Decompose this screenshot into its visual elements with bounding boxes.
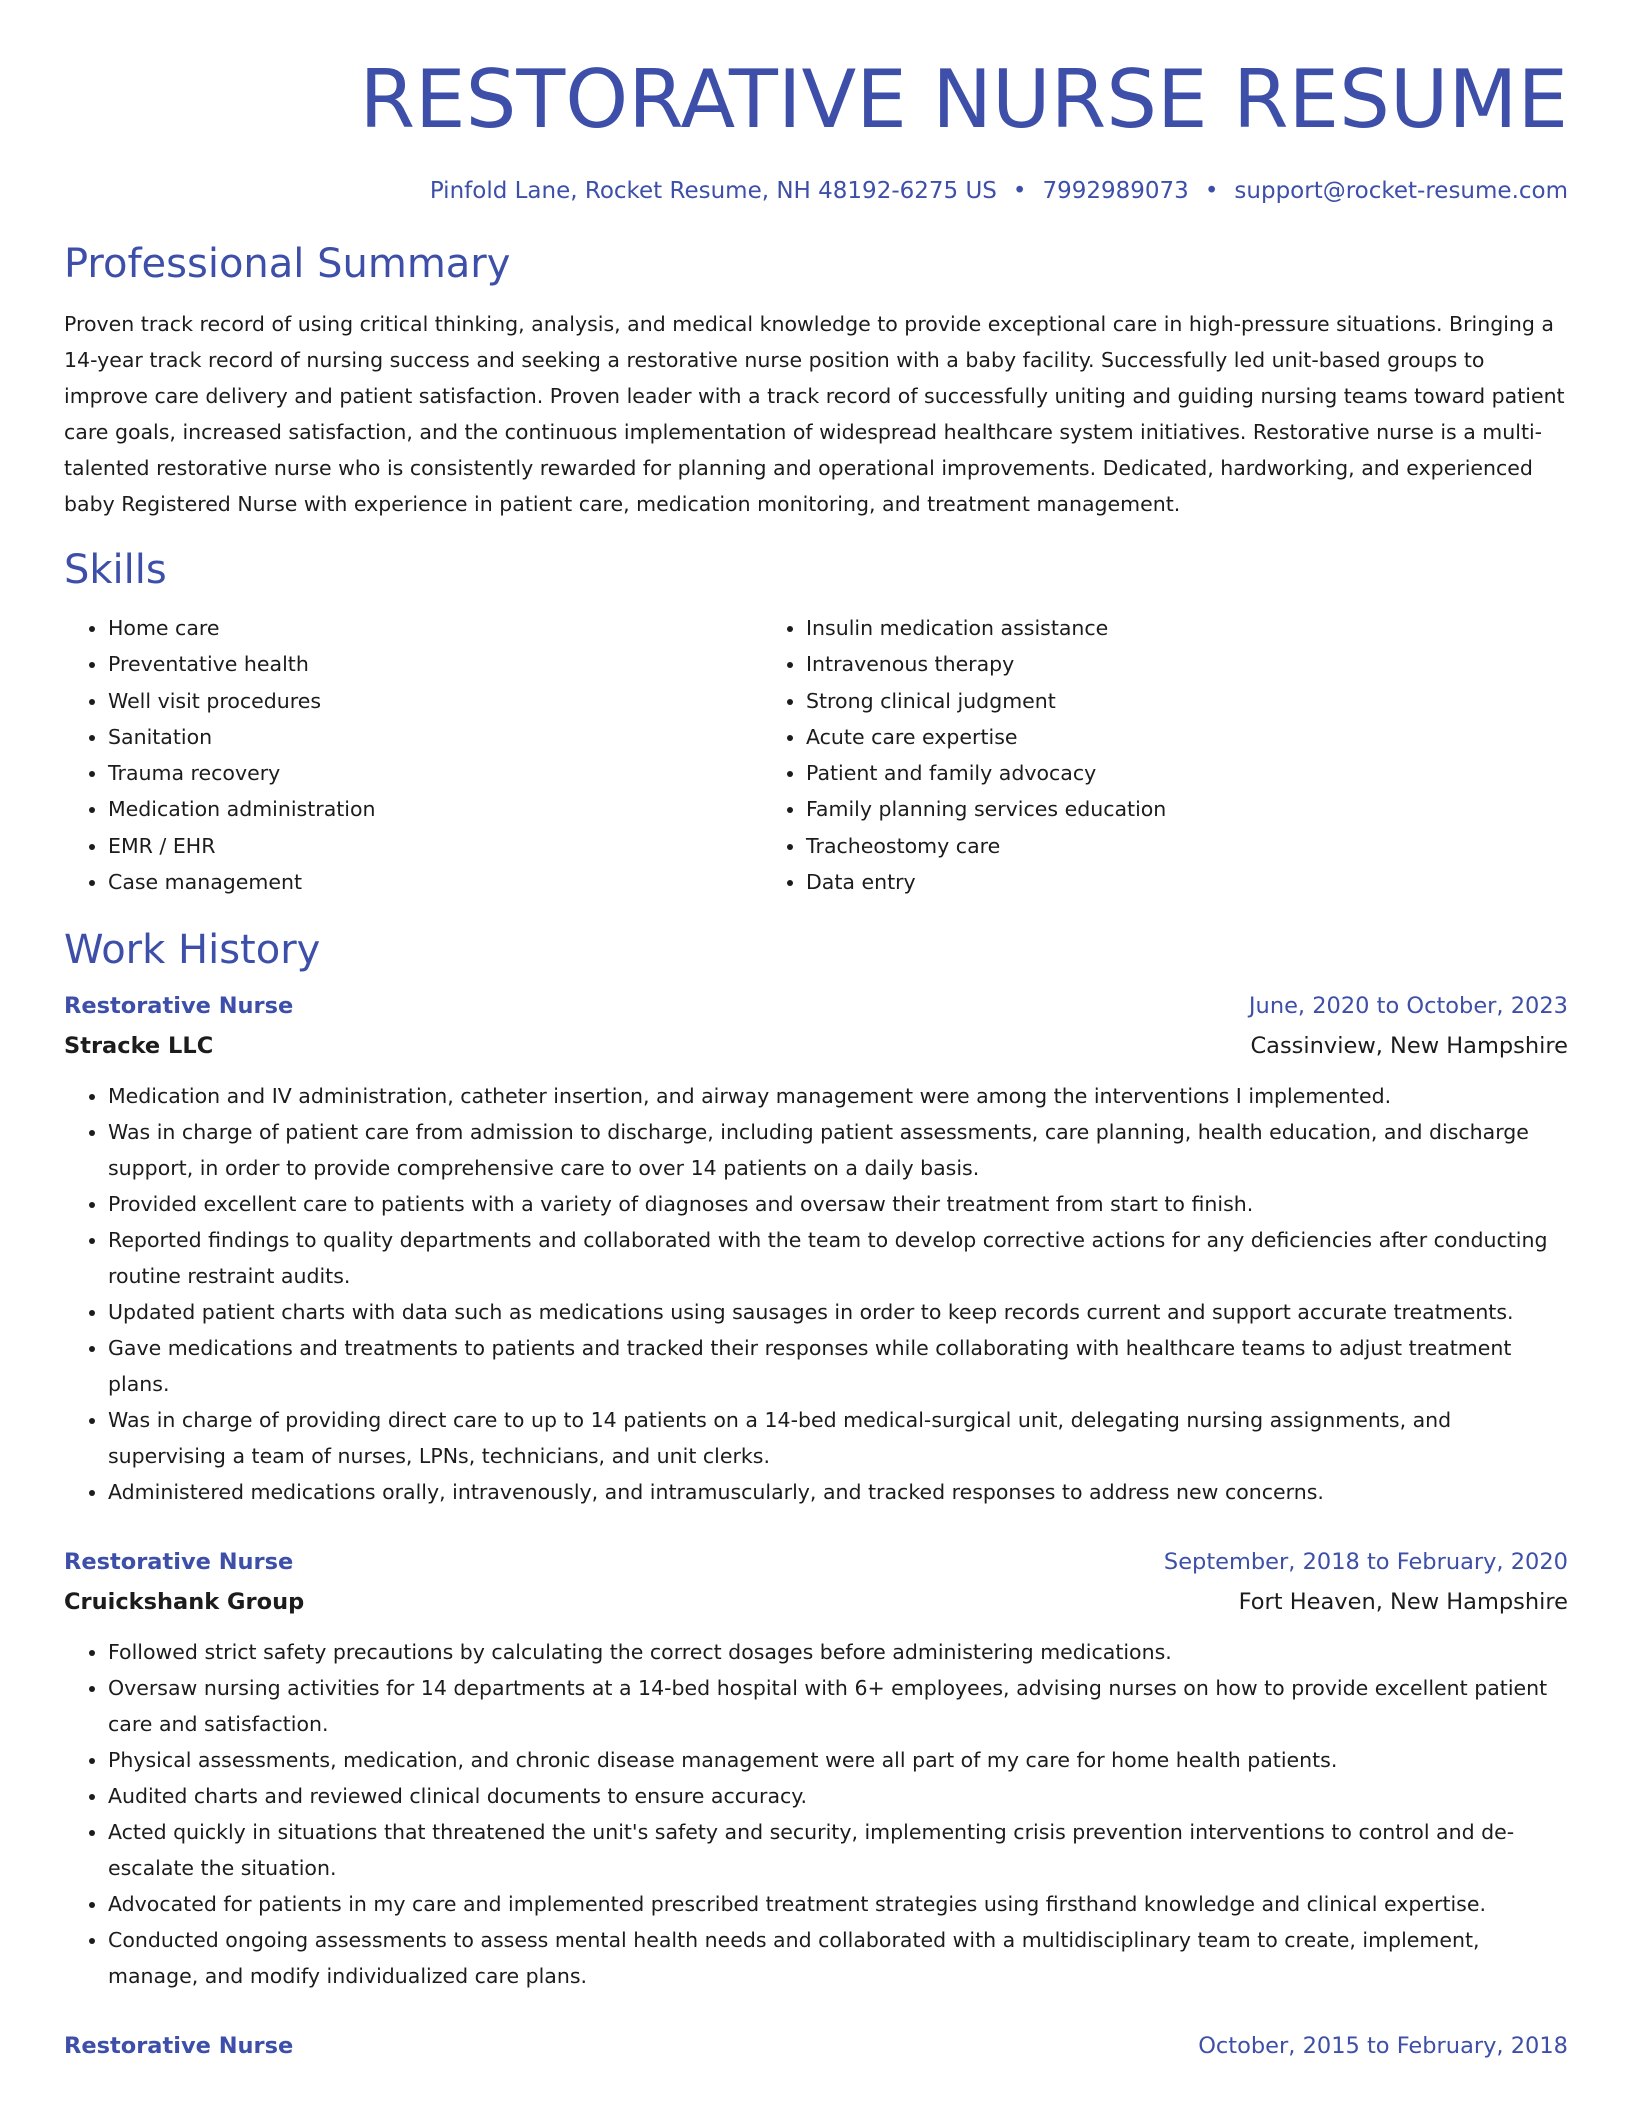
job-entry: [64, 2028, 1568, 2064]
skills-list-left: [64, 610, 762, 900]
skills-grid: [64, 610, 1568, 900]
resume-title: RESTORATIVE NURSE RESUME: [359, 53, 1568, 146]
contact-email[interactable]: support@rocket-resume.com: [1234, 178, 1568, 204]
contact-address: Pinfold Lane, Rocket Resume, NH 48192-6275 US: [429, 178, 997, 204]
summary-heading: Professional Summary: [64, 241, 511, 287]
job-location: Fort Heaven, New Hampshire: [1238, 1589, 1568, 1616]
skill-item: • Sanitation: [108, 719, 762, 755]
work-history-heading: Work History: [64, 927, 321, 974]
job-bullet: • Advocated for patients in my care and implemented prescribed treatment strategies using firsthand knowledge and clinical expertise.: [108, 1886, 1568, 1922]
job-entry: [64, 988, 1568, 1510]
job-company: Stracke LLC: [64, 1033, 214, 1060]
job-location: Cassinview, New Hampshire: [1250, 1033, 1568, 1060]
skill-item: • Strong clinical judgment: [806, 683, 1460, 719]
job-bullet: • Was in charge of patient care from admission to discharge, including patient assessments, care planning, health education, and discharge support, in order to provide comprehensive care to over 14 patients on a daily basis.: [108, 1114, 1568, 1186]
contact-separator: •: [1012, 178, 1027, 204]
job-bullet: • Was in charge of providing direct care to up to 14 patients on a 14-bed medical-surgical unit, delegating nursing assignments, and supervising a team of nurses, LPNs, technicians, and unit clerks.: [108, 1402, 1568, 1474]
job-bullet: • Followed strict safety precautions by calculating the correct dosages before administering medications.: [108, 1634, 1568, 1670]
job-bullet: • Provided excellent care to patients with a variety of diagnoses and oversaw their treatment from start to finish.: [108, 1186, 1568, 1222]
contact-line: [64, 174, 1568, 208]
job-bullet: • Gave medications and treatments to patients and tracked their responses while collaborating with healthcare teams to adjust treatment plans.: [108, 1330, 1568, 1402]
resume-page: [64, 0, 1568, 2064]
job-bullet: • Acted quickly in situations that threatened the unit's safety and security, implementing crisis prevention interventions to control and de-escalate the situation.: [108, 1814, 1568, 1886]
job-bullet: • Administered medications orally, intravenously, and intramuscularly, and tracked responses to address new concerns.: [108, 1474, 1568, 1510]
job-title: Restorative Nurse: [64, 2033, 294, 2060]
job-bullet: • Conducted ongoing assessments to assess mental health needs and collaborated with a multidisciplinary team to create, implement, manage, and modify individualized care plans.: [108, 1922, 1568, 1994]
summary-text: Proven track record of using critical thinking, analysis, and medical knowledge to provide exceptional care in high-pressure situations. Bringing a 14-year track record of nursing success and seeking a restorative nurse position with a baby facility. Successfully led unit-based groups to improve care delivery and patient satisfaction. Proven leader with a track record of successfully uniting and guiding nursing teams toward patient care goals, increased satisfaction, and the continuous implementation of widespread healthcare system initiatives. Restorative nurse is a multi-talented restorative nurse who is consistently rewarded for planning and operational improvements. Dedicated, hardworking, and experienced baby Registered Nurse with experience in patient care, medication monitoring, and treatment management.: [64, 312, 1565, 516]
skill-item: • Tracheostomy care: [806, 828, 1460, 864]
skill-item: • Trauma recovery: [108, 755, 762, 791]
contact-separator: •: [1204, 178, 1219, 204]
job-company: Cruickshank Group: [64, 1589, 305, 1616]
skill-item: • Acute care expertise: [806, 719, 1460, 755]
skill-item: • Patient and family advocacy: [806, 755, 1460, 791]
skills-heading: Skills: [64, 547, 167, 593]
skill-item: • EMR / EHR: [108, 828, 762, 864]
job-bullet: • Oversaw nursing activities for 14 departments at a 14-bed hospital with 6+ employees, advising nurses on how to provide excellent patient care and satisfaction.: [108, 1670, 1568, 1742]
job-title: Restorative Nurse: [64, 1549, 294, 1576]
skill-item: • Intravenous therapy: [806, 646, 1460, 682]
job-bullets: [64, 1634, 1568, 1994]
skill-item: • Insulin medication assistance: [806, 610, 1460, 646]
skill-item: • Family planning services education: [806, 791, 1460, 827]
job-entry: [64, 1544, 1568, 1994]
job-bullet: • Updated patient charts with data such as medications using sausages in order to keep records current and support accurate treatments.: [108, 1294, 1568, 1330]
skills-list-right: [762, 610, 1460, 900]
job-dates: October, 2015 to February, 2018: [1198, 2033, 1568, 2060]
skill-item: • Medication administration: [108, 791, 762, 827]
job-bullet: • Audited charts and reviewed clinical documents to ensure accuracy.: [108, 1778, 1568, 1814]
job-dates: September, 2018 to February, 2020: [1163, 1549, 1568, 1576]
job-bullet: • Physical assessments, medication, and chronic disease management were all part of my care for home health patients.: [108, 1742, 1568, 1778]
job-bullet: • Reported findings to quality departments and collaborated with the team to develop corrective actions for any deficiencies after conducting routine restraint audits.: [108, 1222, 1568, 1294]
job-dates: June, 2020 to October, 2023: [1248, 993, 1568, 1020]
skill-item: • Home care: [108, 610, 762, 646]
skill-item: • Well visit procedures: [108, 683, 762, 719]
contact-phone: 7992989073: [1042, 178, 1189, 204]
skill-item: • Data entry: [806, 864, 1460, 900]
skill-item: • Case management: [108, 864, 762, 900]
skill-item: • Preventative health: [108, 646, 762, 682]
job-bullet: • Medication and IV administration, catheter insertion, and airway management were among the interventions I implemented.: [108, 1078, 1568, 1114]
job-bullets: [64, 1078, 1568, 1510]
job-title: Restorative Nurse: [64, 993, 294, 1020]
